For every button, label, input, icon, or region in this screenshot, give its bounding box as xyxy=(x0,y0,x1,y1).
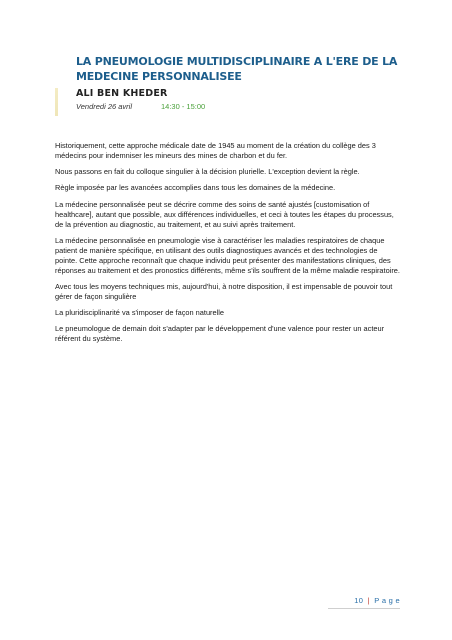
paragraph: Avec tous les moyens techniques mis, aujourd'hui, à notre disposition, il est impensable de pouvoir tout gérer de façon singulière xyxy=(55,281,393,301)
article-body xyxy=(55,141,400,351)
author-name: ALI BEN KHEDER xyxy=(76,88,168,99)
footer-rule xyxy=(328,608,400,609)
footer-separator: | xyxy=(367,596,370,605)
paragraph: Règle imposée par les avancées accomplies dans tous les domaines de la médecine. xyxy=(55,183,336,193)
paragraph: Nous passons en fait du colloque singulier à la décision plurielle. L'exception devient la règle. xyxy=(55,167,360,177)
page-footer xyxy=(354,596,400,605)
session-time: 14:30 - 15:00 xyxy=(161,102,206,111)
accent-bar xyxy=(55,88,58,116)
paragraph: Le pneumologue de demain doit s'adapter par le développement d'une valence pour rester un acteur référent du système. xyxy=(55,324,385,344)
session-date: Vendredi 26 avril xyxy=(76,102,133,111)
page-number: 10 xyxy=(354,596,364,605)
page-label: P a g e xyxy=(374,596,400,605)
paragraph: La médecine personnalisée en pneumologie vise à caractériser les maladies respiratoires de chaque patient de manière spécifique, en utilisant des outils diagnostiques avancés et des technologies de pointe. Cette approche reconnaît que chaque individu peut présenter des manifestations cliniques, des réponses au traitement et des pronostics différents, même s'ils souffrent de la même maladie respiratoire. xyxy=(55,235,400,275)
article-title: LA PNEUMOLOGIE MULTIDISCIPLINAIRE A L'ERE DE LA MEDECINE PERSONNALISEE xyxy=(76,55,398,83)
paragraph: Historiquement, cette approche médicale date de 1945 au moment de la création du collège des 3 médecins pour indemniser les mineurs des mines de charbon et du fer. xyxy=(55,141,376,160)
paragraph: La médecine personnalisée peut se décrire comme des soins de santé ajustés [customisation of healthcare], autant que possible, aux différences individuelles, et ceci à toutes les étapes du processus, de la prévention au diagnostic, au traitement, et au suivi après traitement. xyxy=(55,199,394,229)
paragraph: La pluridisciplinarité va s'imposer de façon naturelle xyxy=(55,308,225,318)
